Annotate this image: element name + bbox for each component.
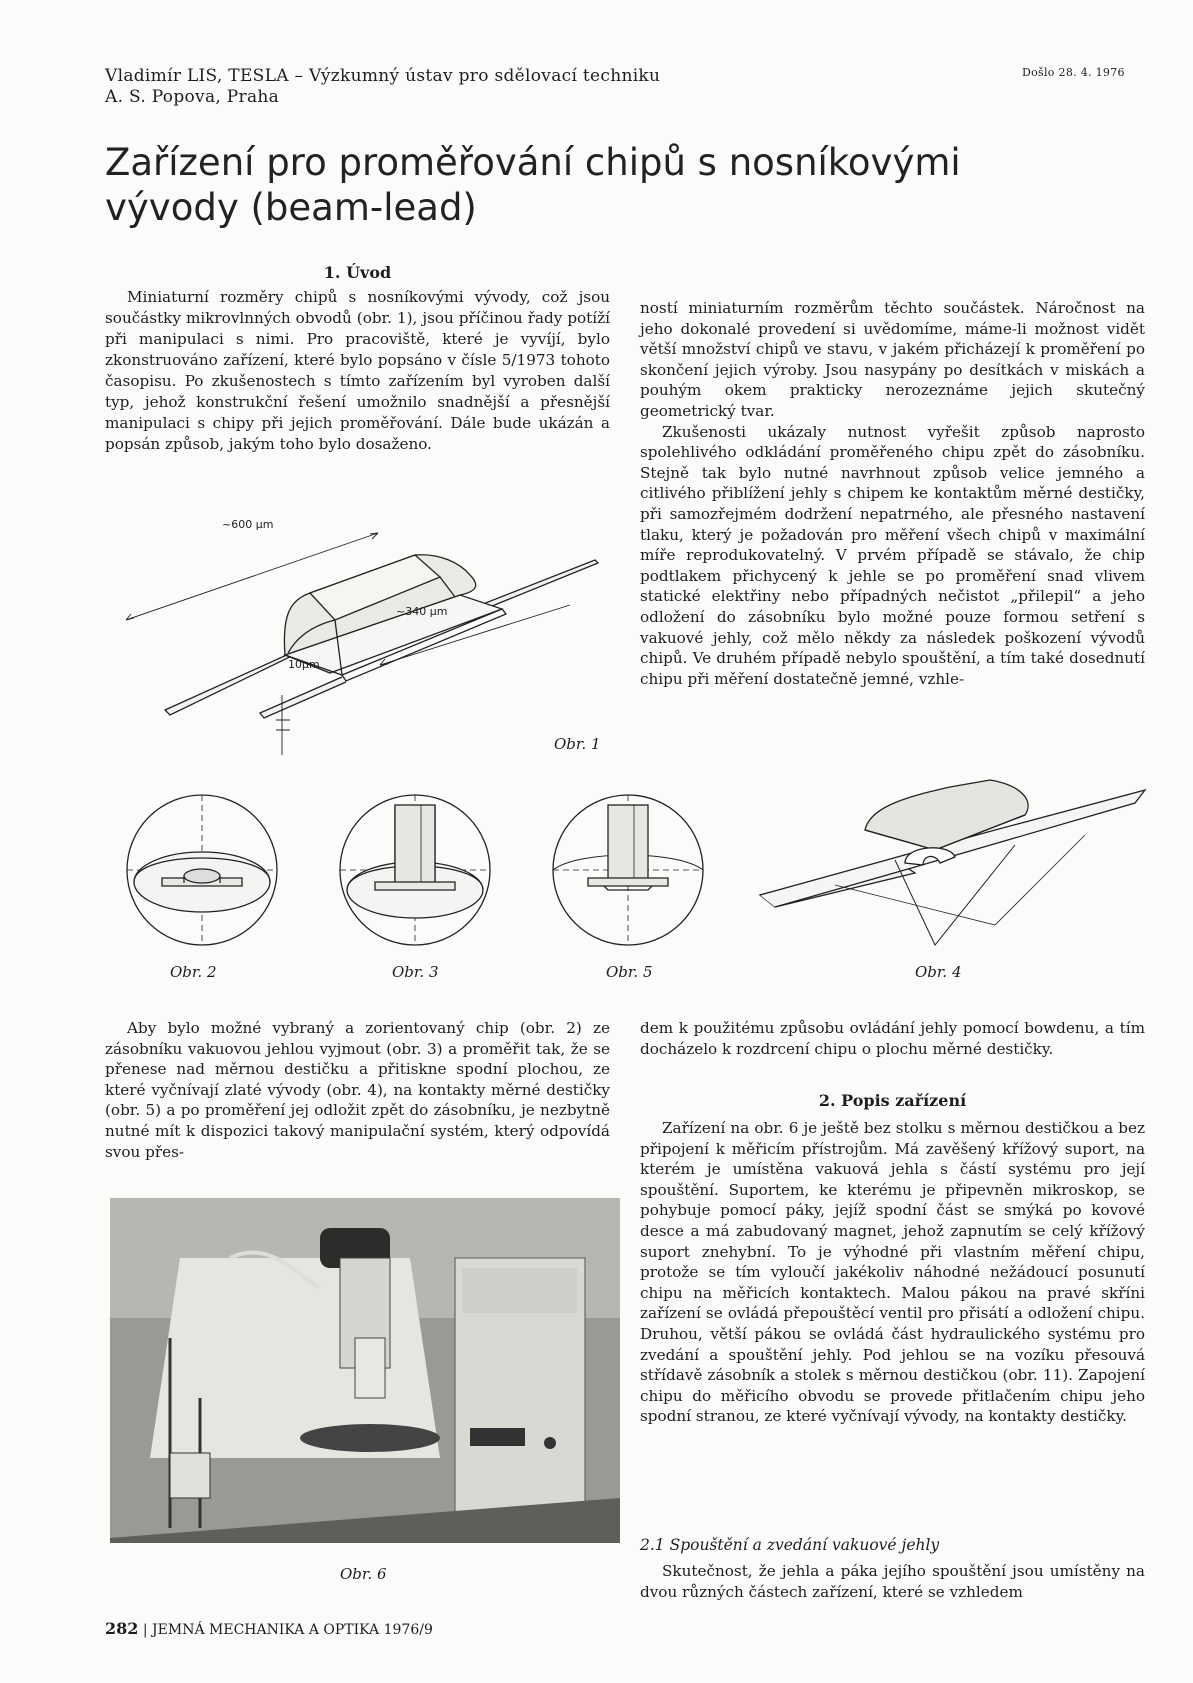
figure-6-photo: [110, 1198, 620, 1543]
figure-5-caption: Obr. 5: [606, 963, 653, 981]
paragraph-bowden: dem k použitému způsobu ovládání jehly pomocí bowdenu, a tím docházelo k rozdrcení chipu o plochu měrné destičky.: [640, 1019, 1145, 1058]
figure-6-caption: Obr. 6: [340, 1565, 387, 1583]
figure-2-drawing: [122, 790, 282, 950]
paragraph-continuation: ností miniaturním rozměrům těchto součástek. Náročnost na jeho dokonalé provedení si uvědomíme, máme-li možnost vidět větší množství chipů ve stavu, v jakém přicházejí k proměření po skončení jejich výroby. Jsou nasypány po desítkách v miskách a pouhým okem prakticky nerozeznáme jejich skutečný geometrický tvar.: [640, 299, 1145, 420]
right-column-bottom: [640, 1018, 1145, 1059]
paragraph-manipulation: Aby bylo možné vybraný a zorientovaný chip (obr. 2) ze zásobníku vakuovou jehlou vyjmout (obr. 3) a proměřit tak, že se přenese nad měrnou destičku a přitiskne spodní plochou, ze které vyčnívají zlaté vývody (obr. 4), na kontakty měrné destičky (obr. 5) a po proměření jej odložit zpět do zásobníku, je nezbytně nutné mít k dispozici takový manipulační systém, který odpovídá svou přes-: [105, 1019, 610, 1161]
article-title: Zařízení pro proměřování chipů s nosníkovými vývody (beam-lead): [105, 141, 961, 229]
received-date: Došlo 28. 4. 1976: [1022, 66, 1125, 79]
figure-3-drawing: [335, 790, 495, 950]
figure-4-caption: Obr. 4: [915, 963, 962, 981]
figure-3-caption: Obr. 3: [392, 963, 439, 981]
paragraph-device-description: Zařízení na obr. 6 je ještě bez stolku s měrnou destičkou a bez připojení k měřicím přístrojům. Má zavěšený křížový suport, na kterém je umístěna vakuová jehla s částí systému pro její spouštění. Suportem, ke kterému je připevněn mikroskop, se pohybuje pomocí páky, jejíž spodní část se smýká po kovové desce a má zabudovaný magnet, jehož zapnutím se celý křížový suport znehybní. To je výhodné při vlastním měření chipu, protože se tím vyloučí jakékoliv náhodné nežádoucí posunutí chipu na měřicích kontaktech. Malou pákou na pravé skříni zařízení se ovládá přepouštěcí ventil pro přisátí a odložení chipu. Druhou, větší pákou se ovládá část hydraulického systému pro zvedání a spouštění jehly. Pod jehlou se na vozíku přesouvá střídavě zásobník a stolek s měrnou destičkou (obr. 11). Zapojení chipu do měřicího obvodu se provede přitlačením chipu jeho spodní stranou, ze které vyčnívají vývody, na kontakty destičky.: [640, 1119, 1145, 1426]
section-2-body: [640, 1118, 1145, 1427]
right-column-top: [640, 298, 1145, 689]
left-column-bottom: [105, 1018, 610, 1162]
author-affiliation: Vladimír LIS, TESLA – Výzkumný ústav pro sdělovací techniku A. S. Popova, Praha: [105, 66, 661, 107]
dim-depth-label: ~340 µm: [396, 605, 448, 618]
figure-2-caption: Obr. 2: [170, 963, 217, 981]
paragraph-experience: Zkušenosti ukázaly nutnost vyřešit způsob naprosto spolehlivého odkládání proměřeného chipu zpět do zásobníku. Stejně tak bylo nutné navrhnout způsob velice jemného a citlivého přiblížení jehly s chipem ke kontaktům měrné destičky, při samozřejmém dodržení nepatrného, ale přesného nastavení tlaku, který je požadován pro měření všech chipů v maximální míře reprodukovatelný. V prvém případě se stávalo, že chip podtlakem přichycený k jehle se po proměření snad vlivem statické elektřiny nebo případných nečistot „přilepil“ a jeho odložení do zásobníku bylo možné pouze formou setření s vakuové jehly, což mělo někdy za následek poškození vývodů chipů. Ve druhém případě nebylo spouštění, a tím také dosednutí chipu při měření dostatečně jemné, vzhle-: [640, 422, 1145, 688]
section-1-heading: 1. Úvod: [323, 263, 392, 282]
paragraph-needle-lowering: Skutečnost, že jehla a páka jejího spouštění jsou umístěny na dvou různých částech zařízení, které se vzhledem: [640, 1562, 1145, 1601]
page-number: 282: [105, 1619, 139, 1638]
journal-name: JEMNÁ MECHANIKA A OPTIKA 1976/9: [152, 1622, 433, 1638]
device-photo-illustration: [110, 1198, 620, 1543]
page-footer: [105, 1619, 433, 1638]
subsection-2-1-heading: 2.1 Spouštění a zvedání vakuové jehly: [640, 1536, 940, 1554]
figure-1-caption: Obr. 1: [554, 735, 601, 753]
figure-4-drawing: [755, 775, 1145, 955]
intro-text: Miniaturní rozměry chipů s nosníkovými vývody, což jsou součástky mikrovlnných obvodů (obr. 1), jsou příčinou řady potíží při manipulaci s nimi. Pro pracoviště, které je vyvíjí, bylo zkonstruováno zařízení, které bylo popsáno v čísle 5/1973 tohoto časopisu. Po zkušenostech s tímto zařízením byl vyroben další typ, jehož konstrukční řešení umožnilo snadnější a přesnější manipulaci s chipy při jejich proměřování. Dále bude ukázán a popsán způsob, jakým toho bylo dosaženo.: [105, 288, 610, 453]
intro-paragraph: [105, 287, 610, 455]
figure-5-drawing: [548, 790, 708, 950]
section-2-heading: 2. Popis zařízení: [818, 1091, 967, 1110]
figure-1-chip-drawing: [110, 518, 610, 765]
footer-separator: |: [142, 1622, 153, 1638]
dim-height-label: 10µm: [288, 658, 320, 671]
subsection-2-1-body: [640, 1561, 1145, 1602]
dim-width-label: ~600 µm: [222, 518, 274, 531]
